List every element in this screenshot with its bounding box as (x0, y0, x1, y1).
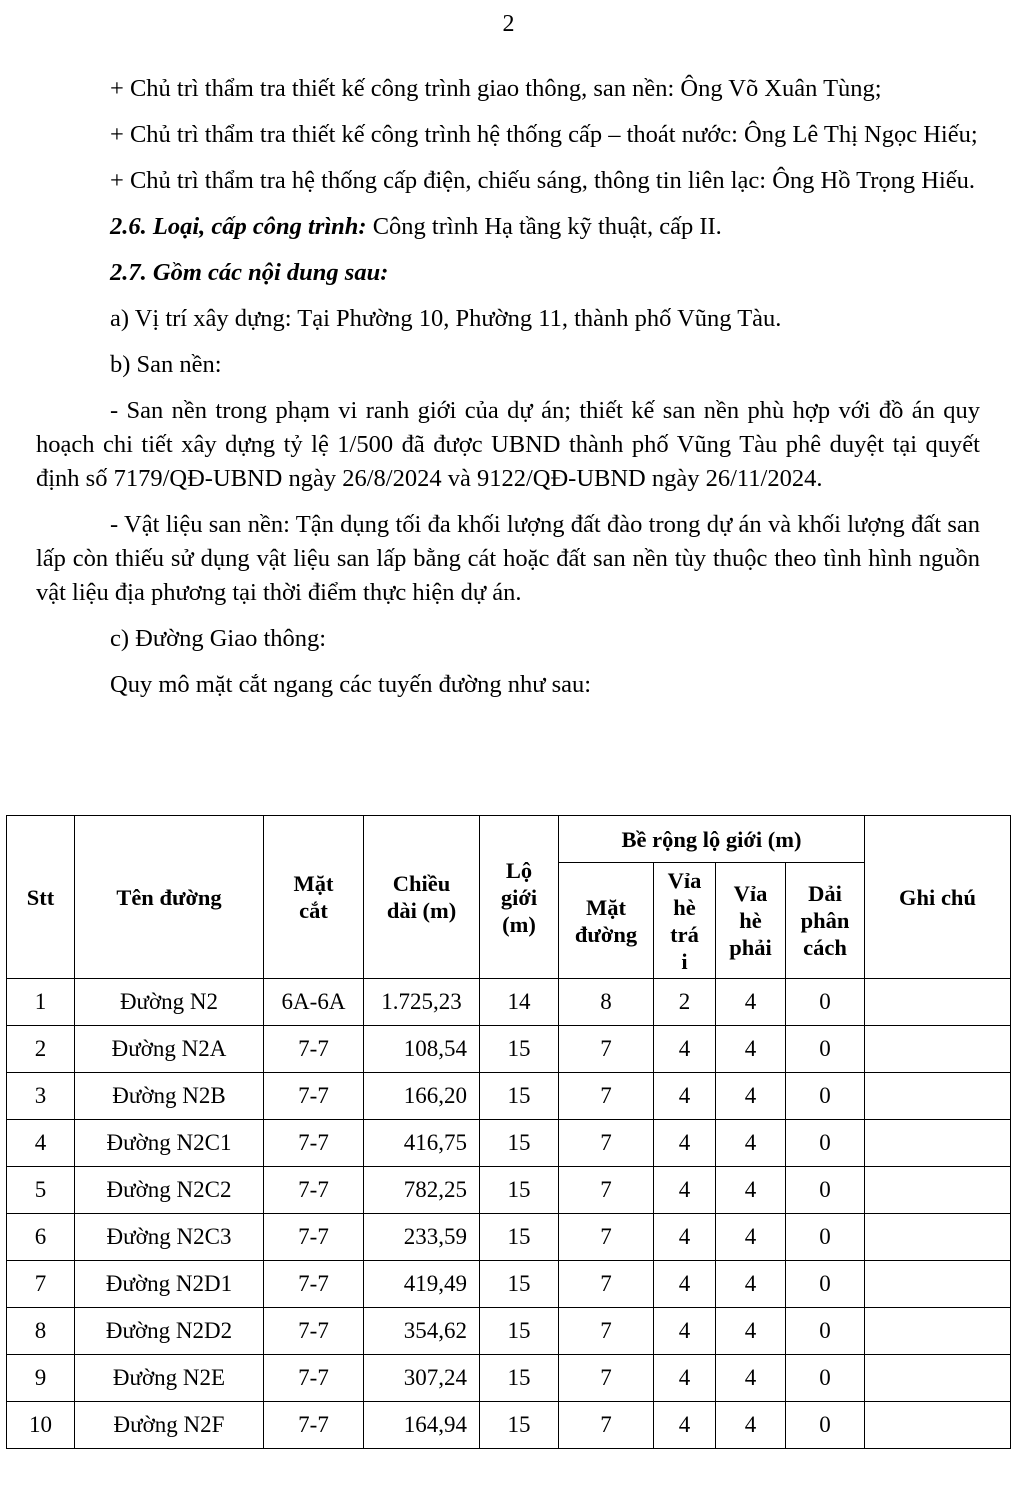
cell-notes (865, 1308, 1011, 1355)
cell-median: 0 (786, 1402, 865, 1449)
cell-road-name: Đường N2D2 (75, 1308, 264, 1355)
cell-length: 782,25 (364, 1167, 480, 1214)
cell-cross-section: 7-7 (264, 1026, 364, 1073)
cell-cross-section: 7-7 (264, 1214, 364, 1261)
cell-right-sidewalk: 4 (716, 1167, 786, 1214)
paragraph-roads-title: c) Đường Giao thông: (110, 625, 327, 652)
table-row (7, 1120, 1011, 1167)
cell-left-sidewalk: 4 (654, 1167, 716, 1214)
cell-carriageway: 8 (559, 979, 654, 1026)
cell-cross-section: 7-7 (264, 1355, 364, 1402)
cell-right-sidewalk: 4 (716, 1026, 786, 1073)
header-cross-section-label: Mặt cắt (293, 871, 334, 923)
section-2-6-heading: 2.6. Loại, cấp công trình: (110, 213, 367, 240)
header-cross-section (264, 816, 364, 979)
cell-stt: 1 (7, 979, 75, 1026)
header-length (364, 816, 480, 979)
header-median-label: Dải phân cách (800, 881, 850, 960)
header-left-sidewalk-label: Vỉa hè trá i (667, 867, 702, 974)
cell-length: 108,54 (364, 1026, 480, 1073)
cell-left-sidewalk: 4 (654, 1073, 716, 1120)
cell-stt: 6 (7, 1214, 75, 1261)
cell-left-sidewalk: 4 (654, 1026, 716, 1073)
cell-right-sidewalk: 4 (716, 1120, 786, 1167)
cell-right-of-way: 15 (480, 1120, 559, 1167)
cell-carriageway: 7 (559, 1402, 654, 1449)
cell-road-name: Đường N2E (75, 1355, 264, 1402)
header-length-label: Chiều dài (m) (386, 871, 457, 923)
header-right-sidewalk (716, 863, 786, 979)
cell-carriageway: 7 (559, 1355, 654, 1402)
cell-length: 164,94 (364, 1402, 480, 1449)
cell-right-of-way: 15 (480, 1402, 559, 1449)
cell-right-of-way: 15 (480, 1167, 559, 1214)
cell-right-sidewalk: 4 (716, 979, 786, 1026)
cell-stt: 10 (7, 1402, 75, 1449)
cell-notes (865, 1167, 1011, 1214)
cell-right-of-way: 15 (480, 1261, 559, 1308)
table-row (7, 1214, 1011, 1261)
cell-left-sidewalk: 2 (654, 979, 716, 1026)
cell-cross-section: 7-7 (264, 1402, 364, 1449)
paragraph-electric-reviewer: + Chủ trì thẩm tra hệ thống cấp điện, chiếu sáng, thông tin liên lạc: Ông Hồ Trọng Hiếu. (110, 167, 976, 194)
cell-carriageway: 7 (559, 1026, 654, 1073)
cell-median: 0 (786, 979, 865, 1026)
table-row (7, 979, 1011, 1026)
page-number: 2 (502, 11, 515, 37)
cell-right-of-way: 15 (480, 1214, 559, 1261)
paragraph-leveling-title: b) San nền: (110, 351, 222, 378)
cell-left-sidewalk: 4 (654, 1308, 716, 1355)
cell-right-sidewalk: 4 (716, 1355, 786, 1402)
header-carriageway-label: Mặt đường (574, 894, 638, 947)
cell-stt: 4 (7, 1120, 75, 1167)
cell-right-sidewalk: 4 (716, 1073, 786, 1120)
cell-left-sidewalk: 4 (654, 1355, 716, 1402)
header-median (786, 863, 865, 979)
cell-road-name: Đường N2D1 (75, 1261, 264, 1308)
cell-stt: 9 (7, 1355, 75, 1402)
cell-right-of-way: 15 (480, 1308, 559, 1355)
header-right-of-way-label: Lộ giới (m) (500, 857, 538, 937)
cell-notes (865, 1120, 1011, 1167)
cell-road-name: Đường N2C2 (75, 1167, 264, 1214)
cell-right-sidewalk: 4 (716, 1402, 786, 1449)
table-row (7, 1261, 1011, 1308)
cell-right-sidewalk: 4 (716, 1308, 786, 1355)
cell-road-name: Đường N2B (75, 1073, 264, 1120)
table-row (7, 1026, 1011, 1073)
cell-median: 0 (786, 1308, 865, 1355)
cell-carriageway: 7 (559, 1308, 654, 1355)
cell-median: 0 (786, 1214, 865, 1261)
table-row (7, 1308, 1011, 1355)
cell-cross-section: 7-7 (264, 1261, 364, 1308)
cell-notes (865, 979, 1011, 1026)
cell-carriageway: 7 (559, 1261, 654, 1308)
cell-left-sidewalk: 4 (654, 1120, 716, 1167)
header-notes: Ghi chú (865, 816, 1011, 979)
cell-stt: 2 (7, 1026, 75, 1073)
paragraph-leveling-scope: - San nền trong phạm vi ranh giới của dự án; thiết kế san nền phù hợp với đồ án quy hoạch chi tiết xây dựng tỷ lệ 1/500 đã được UBND thành phố Vũng Tàu phê duyệt tại quyết định số 7179/QĐ-UBND ngày 26/8/2024 và 9122/QĐ-UBND ngày 26/11/2024. (36, 397, 980, 492)
cell-notes (865, 1026, 1011, 1073)
cell-right-of-way: 15 (480, 1026, 559, 1073)
cell-median: 0 (786, 1355, 865, 1402)
section-2-6 (36, 210, 980, 244)
cell-cross-section: 6A-6A (264, 979, 364, 1026)
table-row (7, 1402, 1011, 1449)
cell-carriageway: 7 (559, 1073, 654, 1120)
table-row (7, 1167, 1011, 1214)
cell-right-sidewalk: 4 (716, 1261, 786, 1308)
cell-right-of-way: 15 (480, 1355, 559, 1402)
cell-length: 1.725,23 (364, 979, 480, 1026)
section-2-7 (36, 256, 980, 290)
cell-road-name: Đường N2C3 (75, 1214, 264, 1261)
section-2-7-heading: 2.7. Gồm các nội dung sau: (110, 259, 389, 286)
table-row (7, 1073, 1011, 1120)
header-stt: Stt (7, 816, 75, 979)
cell-road-name: Đường N2F (75, 1402, 264, 1449)
cell-carriageway: 7 (559, 1214, 654, 1261)
cell-cross-section: 7-7 (264, 1120, 364, 1167)
cell-carriageway: 7 (559, 1120, 654, 1167)
cell-left-sidewalk: 4 (654, 1261, 716, 1308)
cell-notes (865, 1261, 1011, 1308)
cell-right-sidewalk: 4 (716, 1214, 786, 1261)
header-right-sidewalk-label: Vỉa hè phải (729, 881, 772, 960)
cell-length: 307,24 (364, 1355, 480, 1402)
cell-stt: 3 (7, 1073, 75, 1120)
cell-road-name: Đường N2A (75, 1026, 264, 1073)
paragraph-location: a) Vị trí xây dựng: Tại Phường 10, Phường 11, thành phố Vũng Tàu. (110, 305, 782, 332)
cell-median: 0 (786, 1120, 865, 1167)
header-left-sidewalk (654, 863, 716, 979)
cell-left-sidewalk: 4 (654, 1402, 716, 1449)
cell-length: 233,59 (364, 1214, 480, 1261)
cell-median: 0 (786, 1261, 865, 1308)
cell-cross-section: 7-7 (264, 1308, 364, 1355)
cell-notes (865, 1355, 1011, 1402)
cell-carriageway: 7 (559, 1167, 654, 1214)
header-road-name: Tên đường (75, 816, 264, 979)
cell-right-of-way: 14 (480, 979, 559, 1026)
cell-length: 166,20 (364, 1073, 480, 1120)
document-body (36, 72, 980, 714)
road-cross-section-table (6, 815, 1011, 1449)
paragraph-leveling-material: - Vật liệu san nền: Tận dụng tối đa khối lượng đất đào trong dự án và khối lượng đất san lấp còn thiếu sử dụng vật liệu san lấp bằng cát hoặc đất san nền tùy thuộc theo tình hình nguồn vật liệu địa phương tại thời điểm thực hiện dự án. (36, 511, 980, 606)
cell-right-of-way: 15 (480, 1073, 559, 1120)
cell-road-name: Đường N2C1 (75, 1120, 264, 1167)
cell-notes (865, 1402, 1011, 1449)
cell-road-name: Đường N2 (75, 979, 264, 1026)
cell-length: 419,49 (364, 1261, 480, 1308)
header-right-of-way (480, 816, 559, 979)
cell-stt: 8 (7, 1308, 75, 1355)
paragraph-water-reviewer: + Chủ trì thẩm tra thiết kế công trình hệ thống cấp – thoát nước: Ông Lê Thị Ngọc Hiếu; (110, 121, 978, 148)
cell-median: 0 (786, 1073, 865, 1120)
cell-median: 0 (786, 1026, 865, 1073)
cell-cross-section: 7-7 (264, 1167, 364, 1214)
cell-length: 416,75 (364, 1120, 480, 1167)
paragraph-roads-intro: Quy mô mặt cắt ngang các tuyến đường như sau: (110, 671, 592, 698)
cell-cross-section: 7-7 (264, 1073, 364, 1120)
cell-median: 0 (786, 1167, 865, 1214)
cell-stt: 5 (7, 1167, 75, 1214)
cell-notes (865, 1214, 1011, 1261)
header-width-group: Bề rộng lộ giới (m) (559, 816, 865, 863)
table-row (7, 1355, 1011, 1402)
cell-length: 354,62 (364, 1308, 480, 1355)
cell-stt: 7 (7, 1261, 75, 1308)
cell-left-sidewalk: 4 (654, 1214, 716, 1261)
paragraph-traffic-reviewer: + Chủ trì thẩm tra thiết kế công trình giao thông, san nền: Ông Võ Xuân Tùng; (110, 75, 882, 102)
header-carriageway (559, 863, 654, 979)
section-2-6-text: Công trình Hạ tầng kỹ thuật, cấp II. (366, 213, 722, 240)
cell-notes (865, 1073, 1011, 1120)
